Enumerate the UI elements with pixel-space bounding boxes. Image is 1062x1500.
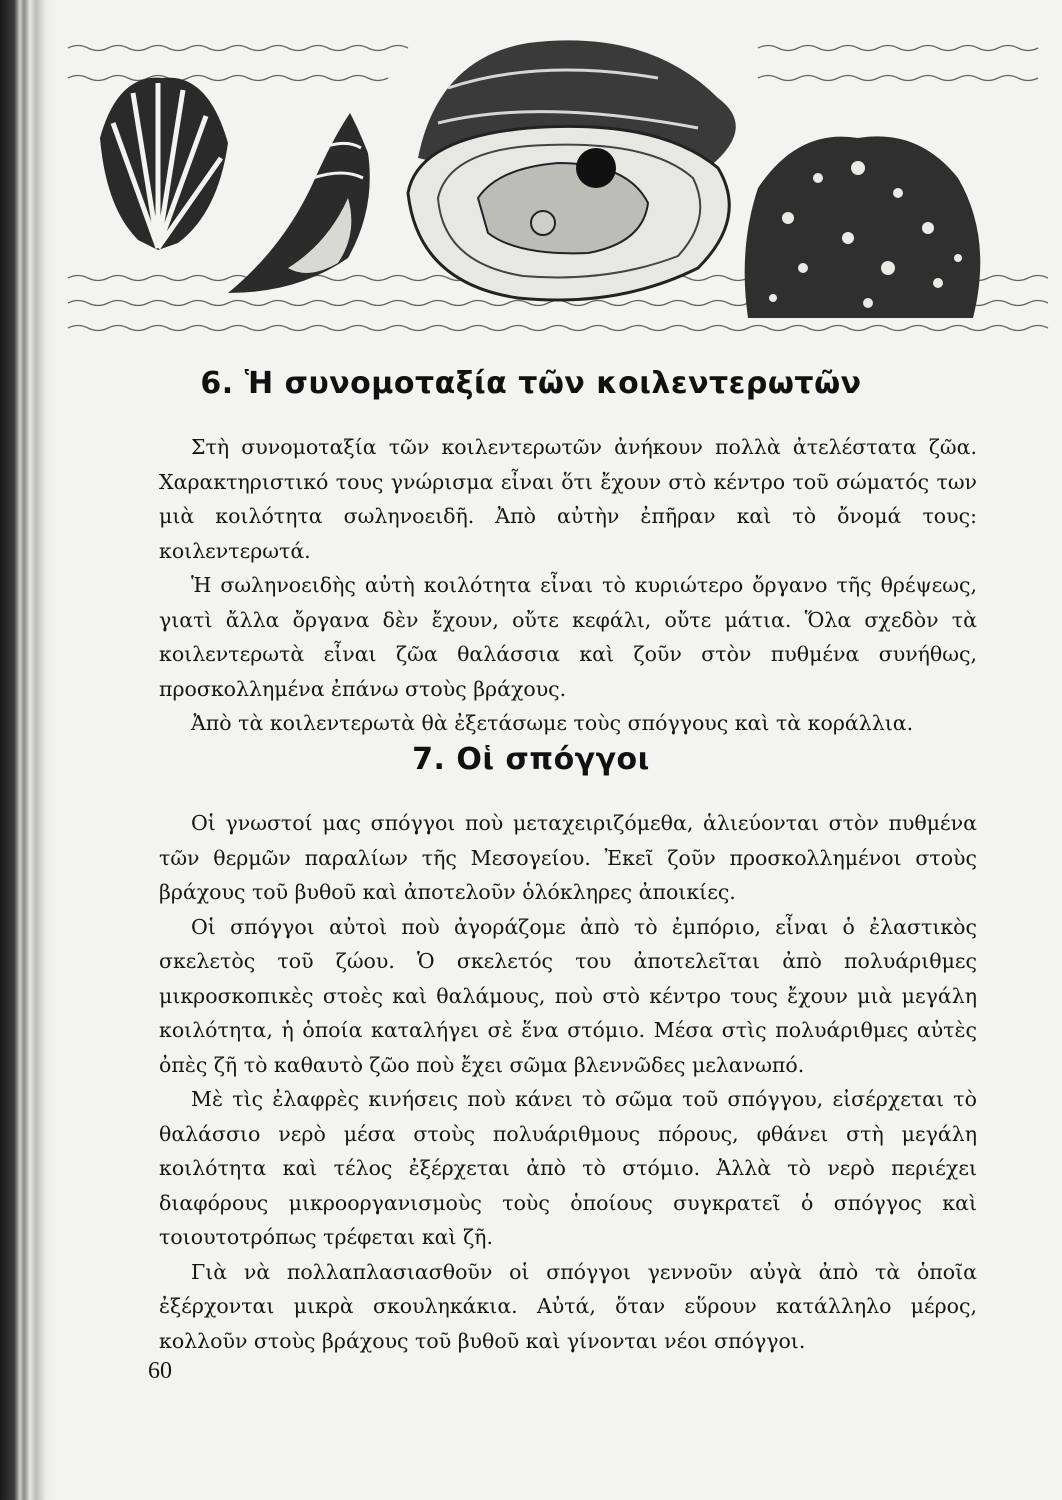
- oyster-with-pearl-icon: [408, 40, 736, 300]
- paragraph: Μὲ τὶς ἐλαφρὲς κινήσεις ποὺ κάνει τὸ σῶμα τοῦ σπόγγου, εἰσέρχεται τὸ θαλάσσιο νερὸ μέσα στοὺς πολυάριθμους πόρους, φθάνει στὴ μεγάλη κοιλότητα καὶ τέλος ἐξέρχεται ἀπὸ τὸ στόμιο. Ἀλλὰ τὸ νερὸ περιέχει διαφόρους μικροοργανισμοὺς τοὺς ὁποίους συγκρατεῖ ὁ σπόγγος καὶ τοιουτοτρόπως τρέφεται καὶ ζῆ.: [159, 1087, 977, 1249]
- conch-shell-icon: [228, 113, 370, 293]
- paragraph: Οἱ σπόγγοι αὐτοὶ ποὺ ἀγοράζομε ἀπὸ τὸ ἐμπόριο, εἶναι ὁ ἐλαστικὸς σκελετὸς τοῦ ζώου. Ὁ σκελετός του ἀποτελεῖται ἀπὸ πολυάριθμες μικροσκοπικὲς στοὲς καὶ θαλάμους, ποὺ στὸ κέντρο τους ἔχουν μιὰ μεγάλη κοιλότητα, ἡ ὁποία καταλήγει σὲ ἕνα στόμιο. Μέσα στὶς πολυάριθμες αὐτὲς ὀπὲς ζῆ τὸ καθαυτὸ ζῶο ποὺ ἔχει σῶμα βλεννῶδες μελανωπό.: [159, 914, 977, 1077]
- paragraph: Οἱ γνωστοί μας σπόγγοι ποὺ μεταχειριζόμεθα, ἁλιεύονται στὸν πυθμένα τῶν θερμῶν παραλίων τῆς Μεσογείου. Ἐκεῖ ζοῦν προσκολλημένοι στοὺς βράχους τοῦ βυθοῦ καὶ ἀποτελοῦν ὁλόκληρες ἀποικίες.: [159, 811, 977, 904]
- scallop-shell-icon: [100, 78, 228, 250]
- paragraph: Ἡ σωληνοειδὴς αὐτὴ κοιλότητα εἶναι τὸ κυριώτερο ὄργανο τῆς θρέψεως, γιατὶ ἄλλα ὄργανα δὲν ἔχουν, οὔτε κεφάλι, οὔτε μάτια. Ὅλα σχεδὸν τὰ κοιλεντερωτὰ εἶναι ζῶα θαλάσσια καὶ ζοῦν στὸν πυθμένα συνήθως, προσκολλημένα ἐπάνω στοὺς βράχους.: [159, 573, 977, 701]
- coral-sponge-icon: [745, 136, 981, 318]
- section-6-body: [159, 430, 977, 741]
- page-number: 60: [148, 1358, 172, 1384]
- paragraph: Γιὰ νὰ πολλαπλασιασθοῦν οἱ σπόγγοι γεννοῦν αὐγὰ ἀπὸ τὰ ὁποῖα ἐξέρχονται μικρὰ σκουληκάκια. Αὐτά, ὅταν εὕρουν κατάλληλο μέρος, κολλοῦν στοὺς βράχους τοῦ βυθοῦ καὶ γίνονται νέοι σπόγγοι.: [159, 1259, 977, 1353]
- paragraph: Ἀπὸ τὰ κοιλεντερωτὰ θὰ ἐξετάσωμε τοὺς σπόγγους καὶ τὰ κοράλλια.: [191, 711, 914, 735]
- sea-life-illustration: [58, 18, 1062, 358]
- section-7-heading: 7. Οἱ σπόγγοι: [412, 742, 650, 777]
- section-7-body: [159, 806, 977, 1358]
- paragraph: Στὴ συνομοταξία τῶν κοιλεντερωτῶν ἀνήκουν πολλὰ ἀτελέστατα ζῶα. Χαρακτηριστικό τους γνώρισμα εἶναι ὅτι ἔχουν στὸ κέντρο τοῦ σώματός των μιὰ κοιλότητα σωληνοειδῆ. Ἀπὸ αὐτὴν ἐπῆραν καὶ τὸ ὄνομά τους: κοιλεντερωτά.: [159, 435, 977, 563]
- section-6-heading: 6. Ἡ συνομοταξία τῶν κοιλεντερωτῶν: [200, 366, 862, 401]
